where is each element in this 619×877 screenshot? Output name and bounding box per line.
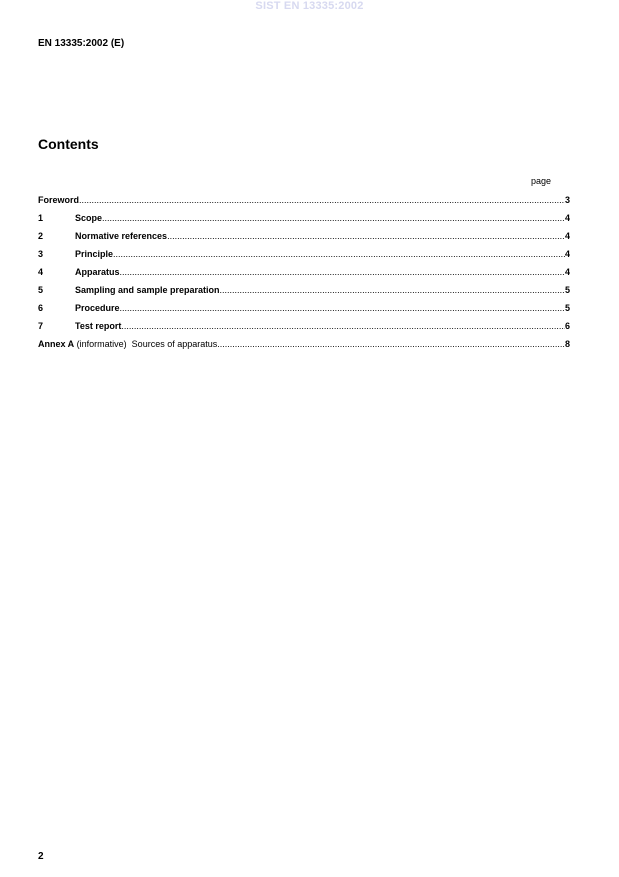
toc-entry-page: 4 (564, 231, 570, 241)
toc-entry-procedure[interactable] (38, 302, 570, 320)
toc-leader-dots (217, 338, 565, 350)
toc-leader-dots (113, 248, 565, 260)
table-of-contents (38, 194, 570, 356)
page-number: 2 (38, 851, 44, 862)
toc-leader-dots (121, 320, 565, 332)
toc-entry-page: 5 (564, 303, 570, 313)
toc-entry-title: Scope (75, 213, 103, 223)
toc-leader-dots (120, 302, 565, 314)
toc-entry-number: 5 (38, 285, 44, 295)
toc-leader-dots (167, 230, 565, 242)
toc-leader-dots (220, 284, 565, 296)
toc-entry-page: 6 (564, 321, 570, 331)
toc-leader-dots (79, 194, 565, 206)
annex-qualifier: (informative) Sources of apparatus (74, 339, 218, 349)
toc-entry-number: 4 (38, 267, 44, 277)
toc-entry-title: Test report (75, 321, 122, 331)
toc-entry-number: 2 (38, 231, 44, 241)
toc-entry-foreword[interactable] (38, 194, 570, 212)
toc-entry-number: 7 (38, 321, 44, 331)
watermark: SIST EN 13335:2002 (255, 0, 364, 12)
toc-entry-page: 8 (564, 339, 570, 349)
toc-entry-title: Normative references (75, 231, 168, 241)
toc-entry-sampling[interactable] (38, 284, 570, 302)
toc-entry-normative-references[interactable] (38, 230, 570, 248)
toc-entry-page: 4 (564, 249, 570, 259)
toc-entry-number: 1 (38, 213, 44, 223)
toc-entry-page: 5 (564, 285, 570, 295)
toc-leader-dots (120, 266, 565, 278)
toc-entry-title: Foreword (38, 195, 80, 205)
toc-entry-number: 3 (38, 249, 44, 259)
toc-entry-number: 6 (38, 303, 44, 313)
contents-heading: Contents (38, 136, 99, 152)
document-identifier: EN 13335:2002 (E) (38, 38, 125, 49)
toc-entry-title: Procedure (75, 303, 120, 313)
toc-entry-title (38, 338, 217, 350)
toc-leader-dots (102, 212, 565, 224)
annex-label: Annex A (38, 339, 75, 349)
toc-entry-title: Principle (75, 249, 114, 259)
toc-entry-page: 4 (564, 267, 570, 277)
toc-entry-page: 3 (564, 195, 570, 205)
toc-entry-test-report[interactable] (38, 320, 570, 338)
toc-entry-principle[interactable] (38, 248, 570, 266)
page-column-label: page (531, 176, 552, 186)
toc-entry-title: Apparatus (75, 267, 120, 277)
toc-entry-title: Sampling and sample preparation (75, 285, 220, 295)
toc-entry-annex-a[interactable] (38, 338, 570, 356)
toc-entry-apparatus[interactable] (38, 266, 570, 284)
toc-entry-page: 4 (564, 213, 570, 223)
toc-entry-scope[interactable] (38, 212, 570, 230)
